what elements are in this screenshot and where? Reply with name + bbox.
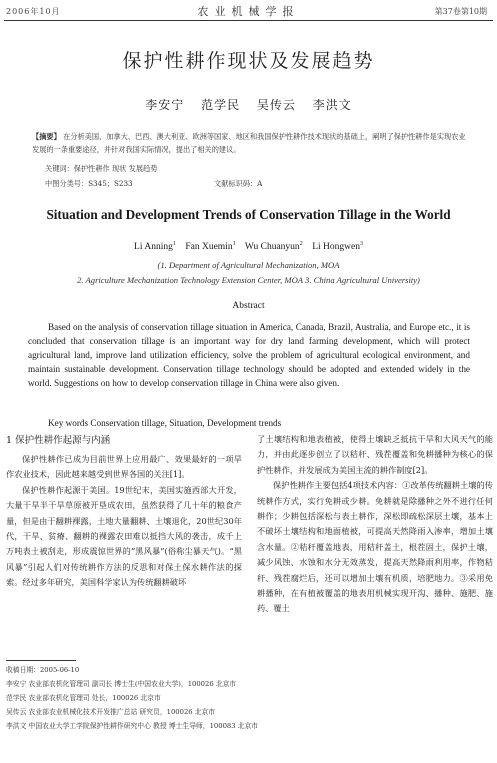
footnote-received: 收稿日期：2005-06-10: [6, 666, 80, 674]
authors-en: [0, 241, 497, 252]
body-right-column: [257, 432, 493, 617]
abstract-en-heading: Abstract: [232, 301, 265, 311]
paper-title-cn: 保护性耕作现状及发展趋势: [122, 50, 375, 72]
header-rule: [4, 20, 493, 21]
header-volume: 第37卷第10期: [434, 7, 487, 16]
authors-cn: 李安宁 范学民 吴传云 李洪文: [145, 98, 352, 112]
paragraph: 保护性耕作已成为目前世界上应用最广、效果最好的一项旱作农业技术，因此越来越受到世界各国的关注[1]。: [6, 454, 242, 480]
abstract-cn: [32, 130, 472, 156]
author-sup: 2: [299, 241, 303, 247]
abstract-en-text: Based on the analysis of conservation tillage situation in America, Canada, Brazil, Australia, and Europe etc., it is concluded that conservation tillage is an important way for dry land farming development, which will protect agricultural land, improve land utilization efficiency, solve the problem of agricultural ecological environment, and maintain sustainable development. Conservation tillage technology should be adopted and extended widely in the world. Suggestions on how to develop conservation tillage in China were also given.: [28, 322, 470, 388]
affiliation-line-2: 2. Agriculture Mechanization Technology Extension Center, MOA 3. China Agricultural University): [77, 275, 420, 285]
author-en: Fan Xuemin: [185, 242, 233, 253]
author-en: Li Hongwen: [312, 242, 360, 253]
author-en: Wu Chuanyun: [244, 242, 300, 253]
affiliation-line-1: (1. Department of Agricultural Mechanization, MOA: [157, 260, 340, 270]
author-sup: 1: [232, 241, 236, 247]
document-code: 文献标识码：A: [214, 179, 263, 188]
paragraph: 保护性耕作起源于美国。19世纪末，美国实施西部大开发，大量干旱半干旱草原被开垦成农田，虽然获得了几十年的粮食产量，但是由于翻耕裸露，土地大量翻耕、土壤退化，20世纪30年代，干旱、贫瘠、翻耕的裸露农田难以抵挡大风的袭击，成千上万吨表土被刮走，形成震惊世界的“黑风暴”(俗称尘暴天气)。“黑风暴”引起人们对传统耕作方法的反思和对保土保水耕作法的探索。经过多年研究，美国科学家认为传统翻耕破坏: [6, 484, 242, 588]
body-left-column: [6, 452, 242, 591]
keywords-en: Key words Conservation tillage, Situation, Development trends: [48, 418, 282, 428]
author-en: Li Anning: [134, 242, 173, 253]
abstract-cn-text: 在分析美国、加拿大、巴西、澳大利亚、欧洲等国家、地区和我国保护性耕作技术现状的基础上，阐明了保护性耕作是实现农业发展的一条重要途径，并针对我国实际情况，提出了相关的建议。: [32, 132, 466, 154]
paragraph: 保护性耕作主要包括4项技术内容：①改革传统翻耕土壤的传统耕作方式，实行免耕或少耕。免耕就是除播种之外不进行任何耕作；少耕包括深松与表土耕作，深松即疏松深层土壤，基本上不破坏土壤结构和地面植被，可提高天然降雨入渗率，增加土壤含水量。②秸秆覆盖地表，用秸秆盖土，根茬固土，保护土壤，减少风蚀、水蚀和水分无效蒸发，提高天然降雨利用率，作物秸秆、残茬腐烂后，还可以增加土壤有机质，培肥地力。③采用免耕播种，在有植被覆盖的地表用机械实现开沟、播种、施肥、施药、覆土: [257, 480, 493, 614]
clc-number: 中图分类号：S345；S233: [45, 179, 133, 188]
abstract-cn-label: 【摘要】: [32, 132, 61, 141]
header-issue: 2006年10月: [6, 7, 61, 16]
footnote-author: 李洪文 中国农业大学工学院保护性耕作研究中心 教授 博士生导师，100083 北京市: [6, 722, 259, 730]
paragraph: 了土壤结构和地表植被，使得土壤缺乏抵抗干旱和大风天气的能力，并由此逐步创立了以秸秆、残茬覆盖和免耕播种为核心的保护性耕作，并发展成为美国主流的耕作制度[2]。: [257, 434, 493, 475]
paper-title-en: Situation and Development Trends of Conservation Tillage in the World: [46, 207, 451, 222]
keywords-cn: 关键词：保护性耕作 现状 发展趋势: [45, 164, 158, 173]
footnote-author: 范学民 农业部农机化管理司 处长，100026 北京市: [6, 694, 161, 702]
footnote-author: 李安宁 农业部农机化管理司 副司长 博士生(中国农业大学)，100026 北京市: [6, 680, 237, 688]
author-sup: 3: [359, 241, 363, 247]
section-heading: 1 保护性耕作起源与内涵: [6, 435, 111, 446]
footnote-rule: [6, 660, 76, 661]
footnote-author: 吴传云 农业部农业机械化技术开发推广总站 研究员，100026 北京市: [6, 708, 216, 716]
author-sup: 1: [172, 241, 176, 247]
header-journal: 农业机械学报: [197, 5, 300, 18]
